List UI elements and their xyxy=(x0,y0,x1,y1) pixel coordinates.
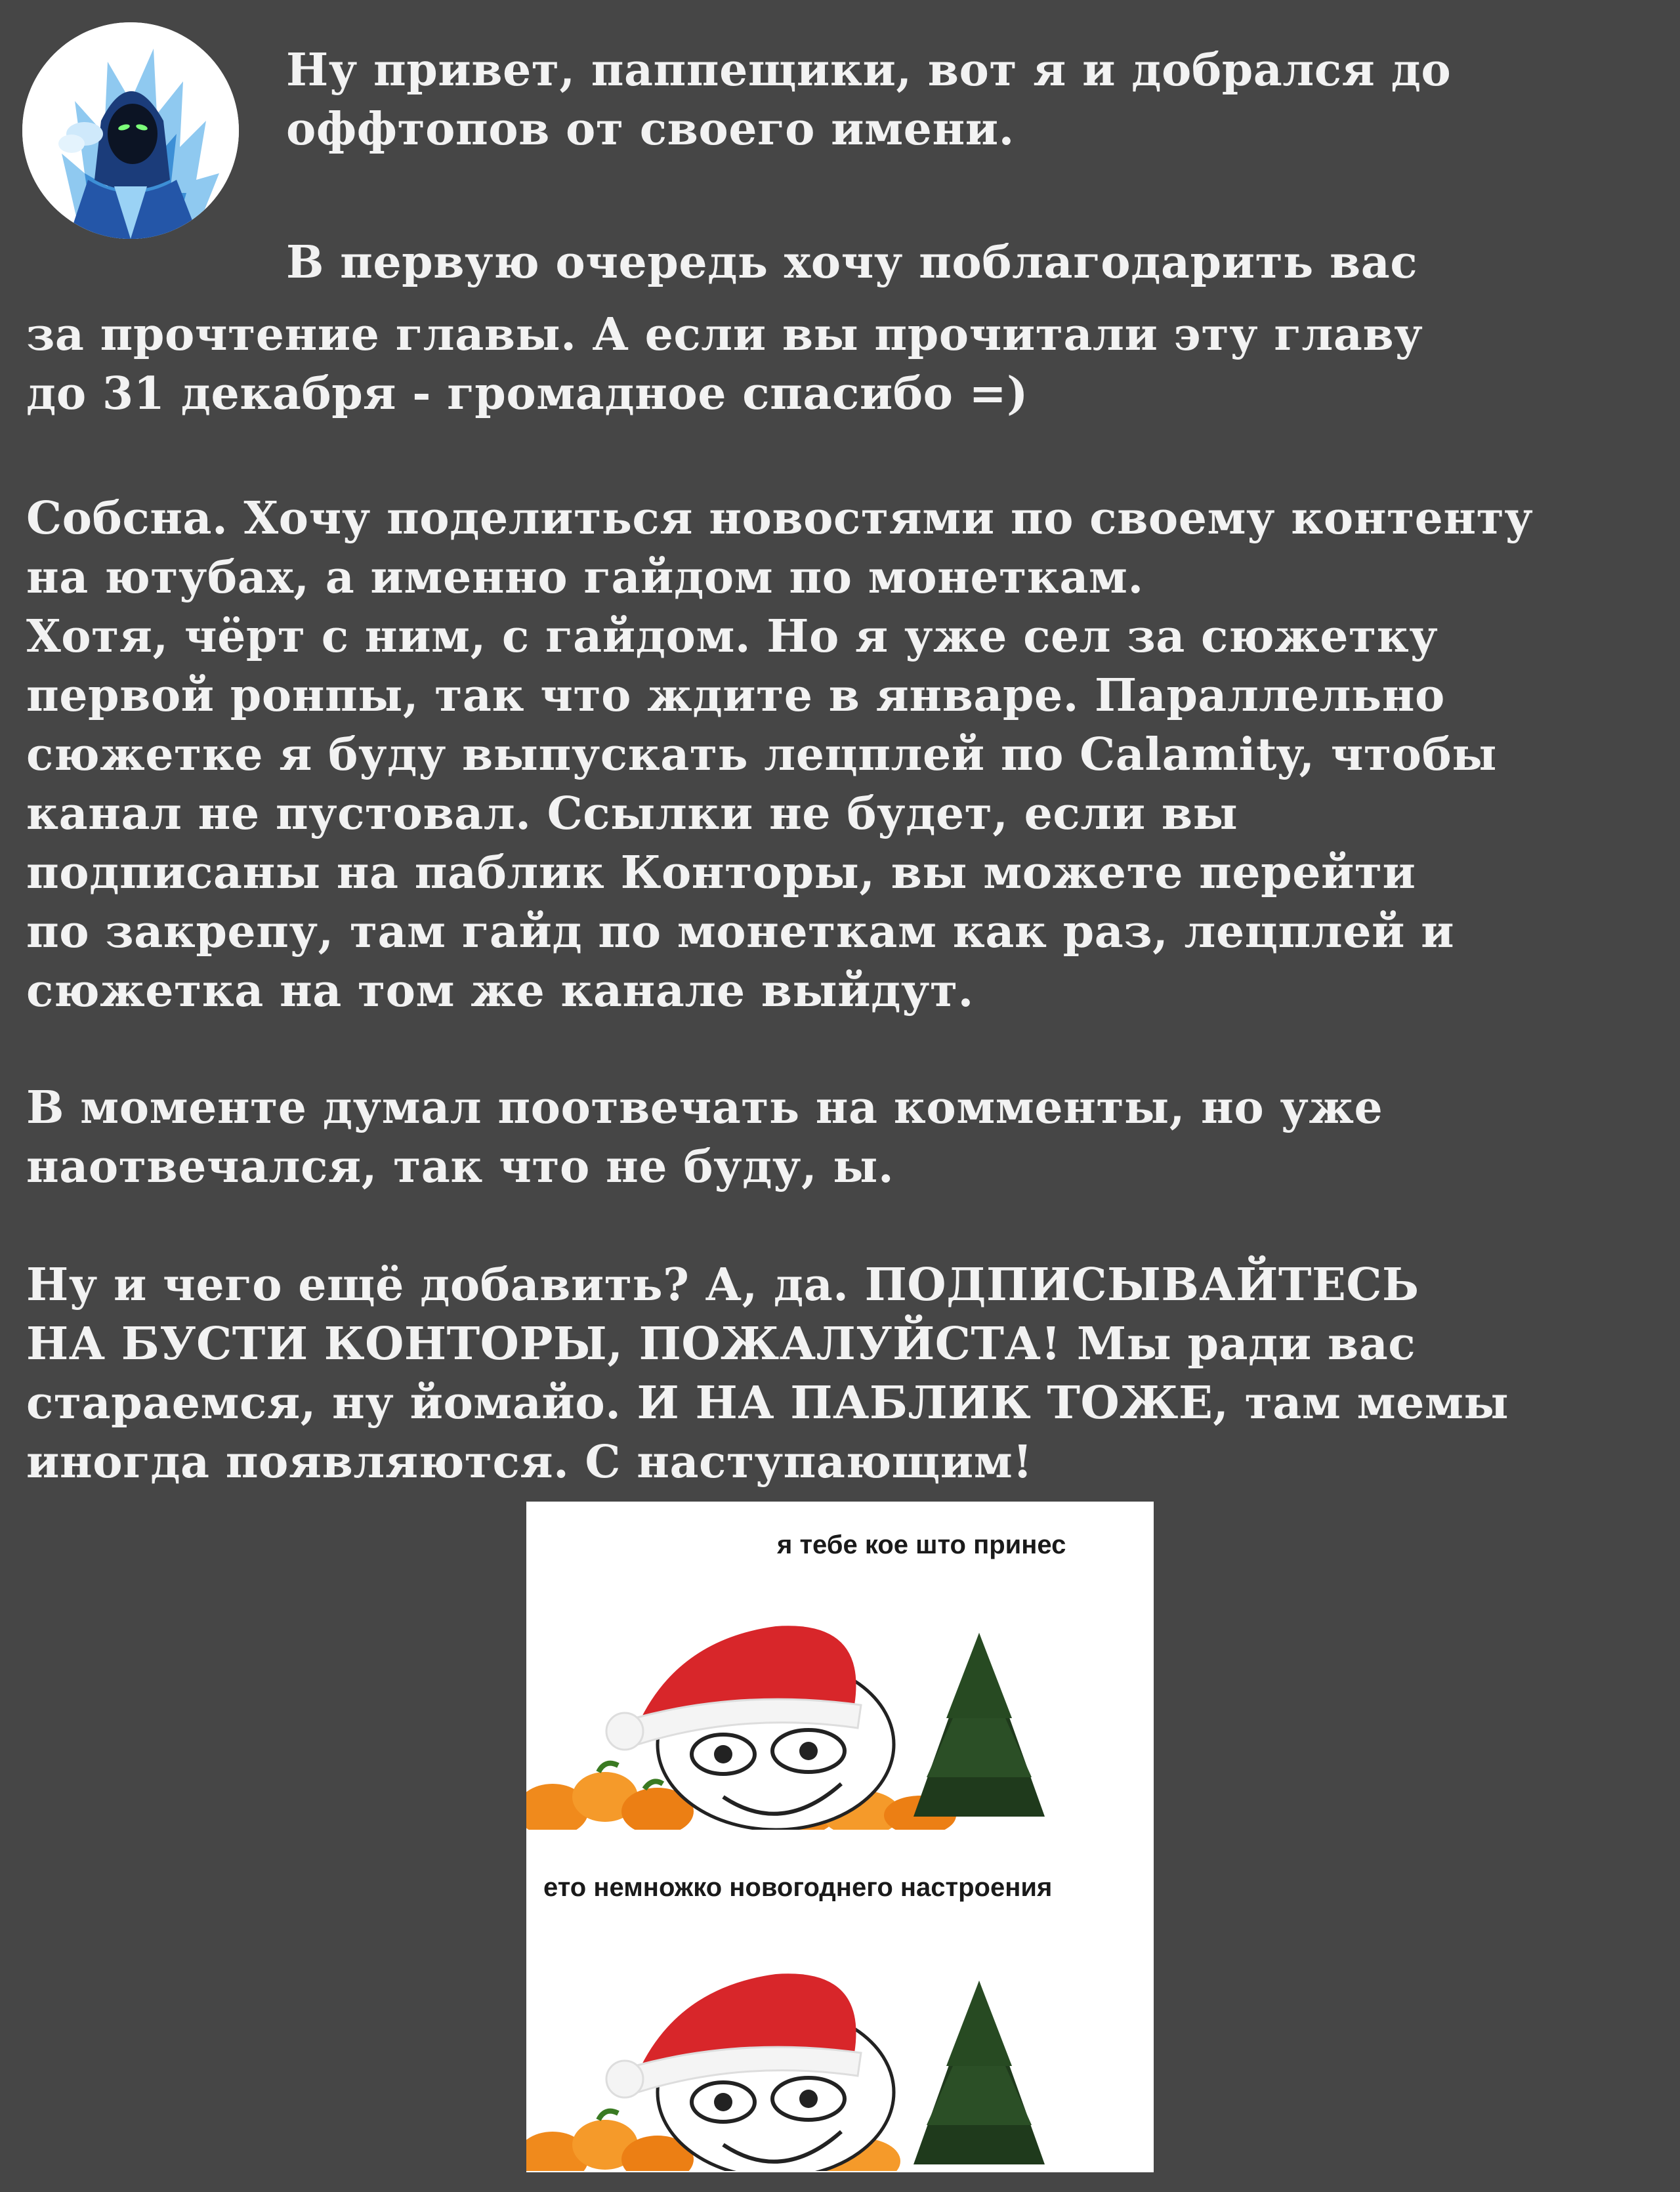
santa-hat-rage-face xyxy=(526,1961,1154,2171)
christmas-meme-image xyxy=(526,1502,1154,2172)
christmas-tree-icon xyxy=(914,1633,1045,1817)
meme-caption-middle: ето немножко новогоднего настроения xyxy=(543,1873,1053,1902)
meme-panel-top xyxy=(526,1620,1154,1830)
comments-paragraph: В моменте думал поотвечать на комменты, но уже наотвечался, так что не буду, ы. xyxy=(26,1082,1383,1193)
hooded-ice-figure-avatar xyxy=(22,22,239,239)
meme-caption-top: я тебе кое што принес xyxy=(777,1530,1066,1559)
avatar xyxy=(22,22,239,239)
santa-hat-rage-face xyxy=(526,1620,1154,1830)
content-news-paragraph: Собсна. Хочу поделиться новостями по своему контенту на ютубах, а именно гайдом по монеткам. Хотя, чёрт с ним, с гайдом. Но я уже сел за сюжетку первой ронпы, так что ждите в январе. Параллельно сюжетке я буду выпускать лецплей по Calamity, чтобы канал не пустовал. Ссылки не будет, если вы подписаны на паблик Конторы, вы можете перейти по закрепу, там гайд по монеткам как раз, лецплей и сюжетка на том же канале выйдут. xyxy=(26,492,1534,1017)
thanks-paragraph: за прочтение главы. А если вы прочитали эту главу до 31 декабря - громадное спасибо =) xyxy=(26,308,1423,420)
intro-text: Ну привет, паппещики, вот я и добрался до оффтопов от своего имени. xyxy=(286,44,1452,156)
christmas-tree-icon xyxy=(914,1981,1045,2164)
subscribe-paragraph: Ну и чего ещё добавить? А, да. ПОДПИСЫВАЙТЕСЬ НА БУСТИ КОНТОРЫ, ПОЖАЛУЙСТА! Мы ради вас стараемся, ну йомайо. И НА ПАБЛИК ТОЖЕ, там мемы иногда появляются. С наступающим! xyxy=(26,1259,1509,1488)
meme-panel-bottom xyxy=(526,1961,1154,2171)
thanks-paragraph-first-line: В первую очередь хочу поблагодарить вас xyxy=(286,236,1418,289)
